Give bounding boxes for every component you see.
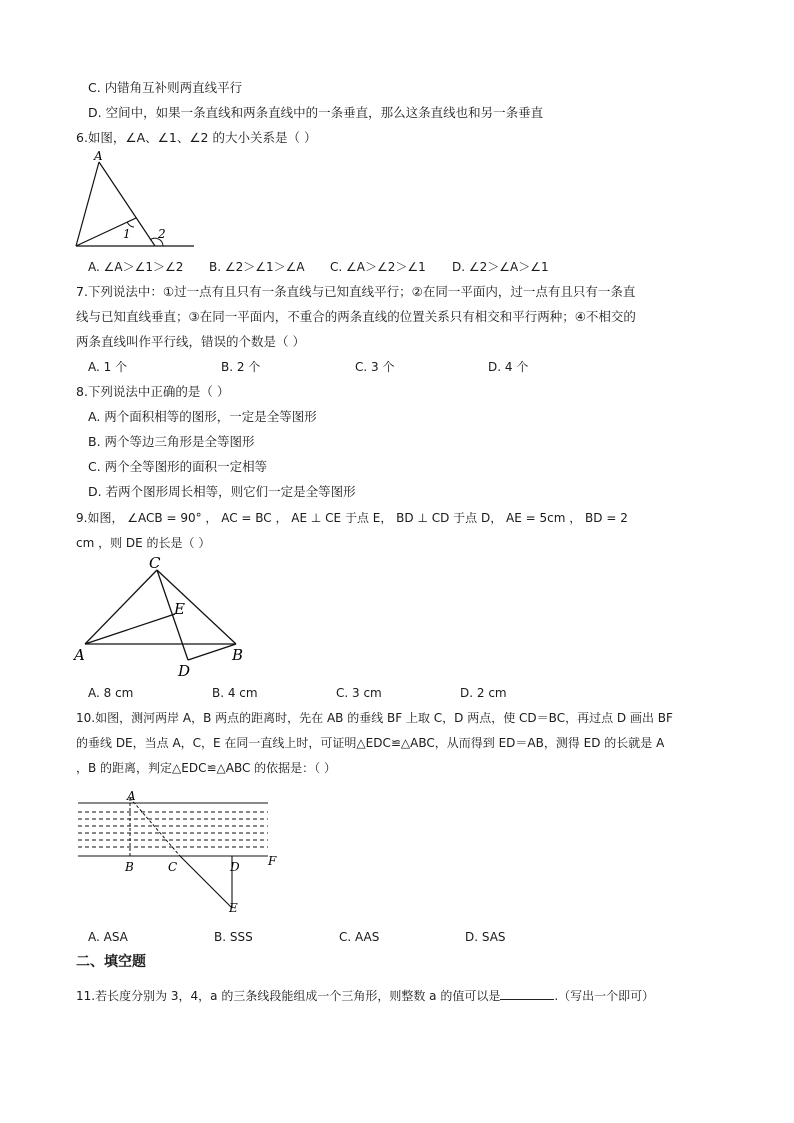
- q9-line-1: 9.如图， ∠ACB = 90° ， AC = BC ， AE ⊥ CE 于点 E， BD ⊥ CD 于点 D， AE = 5cm ， BD = 2: [76, 511, 628, 525]
- q10-label-d: D: [230, 860, 240, 874]
- q8-option-b: B. 两个等边三角形是全等图形: [88, 434, 255, 449]
- q10-line-3: ，B 的距离，判定△EDC≌△ABC 的依据是：（ ）: [76, 761, 336, 775]
- q10-figure: [72, 786, 284, 918]
- q9-option-b: B. 4 cm: [212, 686, 258, 700]
- q10-label-a: A: [127, 789, 136, 803]
- q7-line-1: 7.下列说法中：①过一点有且只有一条直线与已知直线平行；②在同一平面内，过一点有且只有一条直: [76, 284, 636, 299]
- q9-line-2: cm ，则 DE 的长是（ ）: [76, 536, 211, 550]
- q10-label-c: C: [168, 860, 178, 874]
- q10-label-f: F: [268, 854, 277, 868]
- q6-option-d: D. ∠2＞∠A＞∠1: [452, 260, 549, 274]
- q8-option-d: D. 若两个图形周长相等，则它们一定是全等图形: [88, 484, 356, 499]
- q7-line-3: 两条直线叫作平行线，错误的个数是（ ）: [76, 334, 305, 349]
- q11-answer-blank[interactable]: [500, 988, 554, 1000]
- q6-stem: 6.如图，∠A、∠1、∠2 的大小关系是（ ）: [76, 130, 317, 145]
- q10-option-b: B. SSS: [214, 930, 253, 944]
- q9-label-a: A: [74, 646, 85, 664]
- q5-option-c: C. 内错角互补则两直线平行: [88, 80, 243, 95]
- q6-option-a: A. ∠A＞∠1＞∠2: [88, 260, 184, 274]
- q6-option-b: B. ∠2＞∠1＞∠A: [209, 260, 305, 274]
- q9-label-b: B: [232, 646, 244, 664]
- q9-option-c: C. 3 cm: [336, 686, 382, 700]
- q10-line-1: 10.如图，测河两岸 A，B 两点的距离时，先在 AB 的垂线 BF 上取 C，D 两点，使 CD＝BC，再过点 D 画出 BF: [76, 711, 673, 725]
- q10-label-e: E: [229, 901, 238, 915]
- q9-option-d: D. 2 cm: [460, 686, 507, 700]
- q9-label-c: C: [149, 554, 161, 572]
- q6-option-c: C. ∠A＞∠2＞∠1: [330, 260, 426, 274]
- q8-stem: 8.下列说法中正确的是（ ）: [76, 384, 230, 399]
- q6-figure: [72, 148, 198, 252]
- section-heading: 二、填空题: [76, 954, 146, 970]
- q10-option-a: A. ASA: [88, 930, 128, 944]
- q7-option-d: D. 4 个: [488, 360, 529, 374]
- q11-text-before: 11.若长度分别为 3，4，a 的三条线段能组成一个三角形，则整数 a 的值可以是: [76, 989, 501, 1003]
- q6-label-2: 2: [158, 227, 166, 241]
- q9-label-d: D: [178, 662, 191, 680]
- q7-option-a: A. 1 个: [88, 360, 128, 374]
- q9-option-a: A. 8 cm: [88, 686, 134, 700]
- q6-label-a: A: [94, 149, 103, 163]
- q11-text-after: .（写出一个即可）: [554, 989, 655, 1003]
- q10-label-b: B: [125, 860, 134, 874]
- q10-option-c: C. AAS: [339, 930, 380, 944]
- q6-label-1: 1: [123, 227, 131, 241]
- q8-option-c: C. 两个全等图形的面积一定相等: [88, 459, 268, 474]
- q9-figure: [70, 552, 252, 682]
- q10-option-d: D. SAS: [465, 930, 506, 944]
- q8-option-a: A. 两个面积相等的图形，一定是全等图形: [88, 409, 317, 424]
- q9-label-e: E: [174, 600, 185, 618]
- q10-line-2: 的垂线 DE，当点 A，C，E 在同一直线上时，可证明△EDC≌△ABC，从而得到 ED＝AB，测得 ED 的长就是 A: [76, 736, 665, 750]
- q7-option-b: B. 2 个: [221, 360, 261, 374]
- q7-line-2: 线与已知直线垂直；③在同一平面内，不重合的两条直线的位置关系只有相交和平行两种；④不相交的: [76, 309, 636, 324]
- q11-line: [76, 988, 654, 1004]
- q7-option-c: C. 3 个: [355, 360, 395, 374]
- q5-option-d: D. 空间中，如果一条直线和两条直线中的一条垂直，那么这条直线也和另一条垂直: [88, 105, 544, 120]
